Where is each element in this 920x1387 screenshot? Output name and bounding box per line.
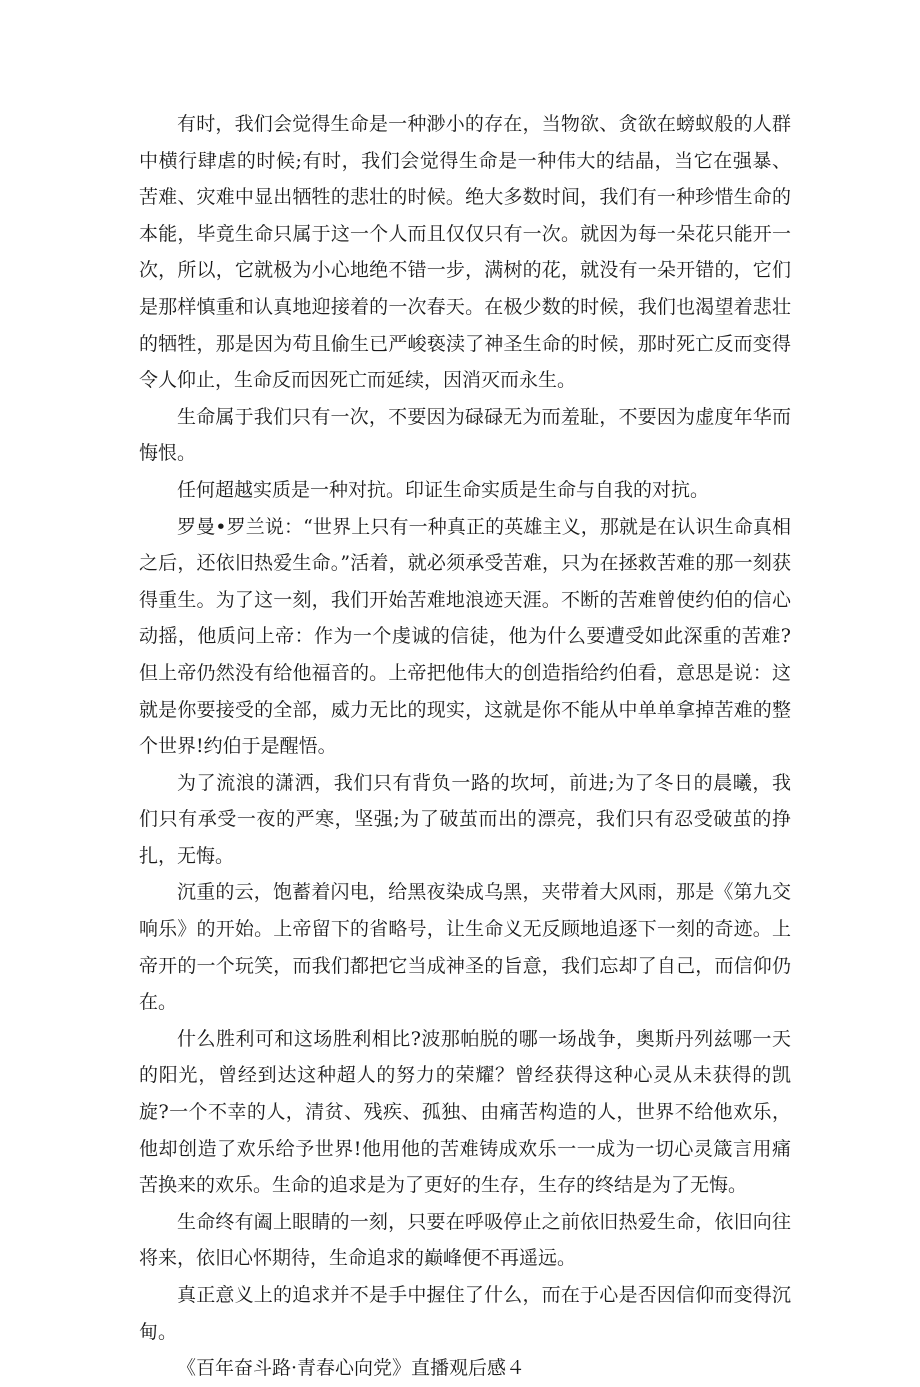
paragraph-1: 有时，我们会觉得生命是一种渺小的存在，当物欲、贪欲在螃蚁般的人群中横行肆虐的时候;有时，我们会觉得生命是一种伟大的结晶，当它在强暴、苦难、灾难中显出牺牲的悲壮的时候。绝大多数时间，我们有一种珍惜生命的本能，毕竟生命只属于这一个人而且仅仅只有一次。就因为每一朵花只能开一次，所以，它就极为小心地绝不错一步，满树的花，就没有一朵开错的，它们是那样慎重和认真地迎接着的一次春天。在极少数的时候，我们也渴望着悲壮的牺牲，那是因为苟且偷生已严峻亵渎了神圣生命的时候，那时死亡反而变得令人仰止，生命反而因死亡而延续，因消灭而永生。	[139, 113, 791, 392]
document-page	[139, 106, 791, 1387]
paragraph-6: 沉重的云，饱蓄着闪电，给黑夜染成乌黑，夹带着大风雨，那是《第九交响乐》的开始。上帝留下的省略号，让生命义无反顾地追逐下一刻的奇迹。上帝开的一个玩笑，而我们都把它当成神圣的旨意，我们忘却了自己，而信仰仍在。	[139, 881, 791, 1014]
paragraph-9: 真正意义上的追求并不是手中握住了什么，而在于心是否因信仰而变得沉甸。	[139, 1284, 791, 1343]
paragraph-7: 什么胜利可和这场胜利相比?波那帕脱的哪一场战争，奥斯丹列兹哪一天的阳光，曾经到达这种超人的努力的荣耀？曾经获得这种心灵从未获得的凯旋?一个不幸的人，清贫、残疾、孤独、由痛苦构造的人，世界不给他欢乐，他却创造了欢乐给予世界!他用他的苦难铸成欢乐一一成为一切心灵箴言用痛苦换来的欢乐。生命的追求是为了更好的生存，生存的终结是为了无悔。	[139, 1027, 791, 1197]
section-heading: 《百年奋斗路·青春心向党》直播观后感４	[177, 1357, 526, 1380]
paragraph-8: 生命终有阖上眼睛的一刻，只要在呼吸停止之前依旧热爱生命，依旧向往将来，依旧心怀期待，生命追求的巅峰便不再遥远。	[139, 1210, 791, 1270]
paragraph-5: 为了流浪的潇洒，我们只有背负一路的坎坷，前进;为了冬日的晨曦，我们只有承受一夜的严寒，坚强;为了破茧而出的漂亮，我们只有忍受破茧的挣扎，无悔。	[139, 771, 791, 867]
paragraph-3: 任何超越实质是一种对抗。印证生命实质是生命与自我的对抗。	[177, 478, 710, 501]
paragraph-4: 罗曼•罗兰说：“世界上只有一种真正的英雄主义，那就是在认识生命真相之后，还依旧热爱生命。”活着，就必须承受苦难，只为在拯救苦难的那一刻获得重生。为了这一刻，我们开始苦难地浪迹天涯。不断的苦难曾使约伯的信心动摇，他质问上帝：作为一个虔诚的信徒，他为什么要遭受如此深重的苦难?但上帝仍然没有给他福音的。上帝把他伟大的创造指给约伯看，意思是说：这就是你要接受的全部，威力无比的现实，这就是你不能从中单单拿掉苦难的整个世界!约伯于是醒悟。	[139, 515, 791, 758]
paragraph-2: 生命属于我们只有一次，不要因为碌碌无为而羞耻，不要因为虚度年华而悔恨。	[139, 405, 791, 465]
